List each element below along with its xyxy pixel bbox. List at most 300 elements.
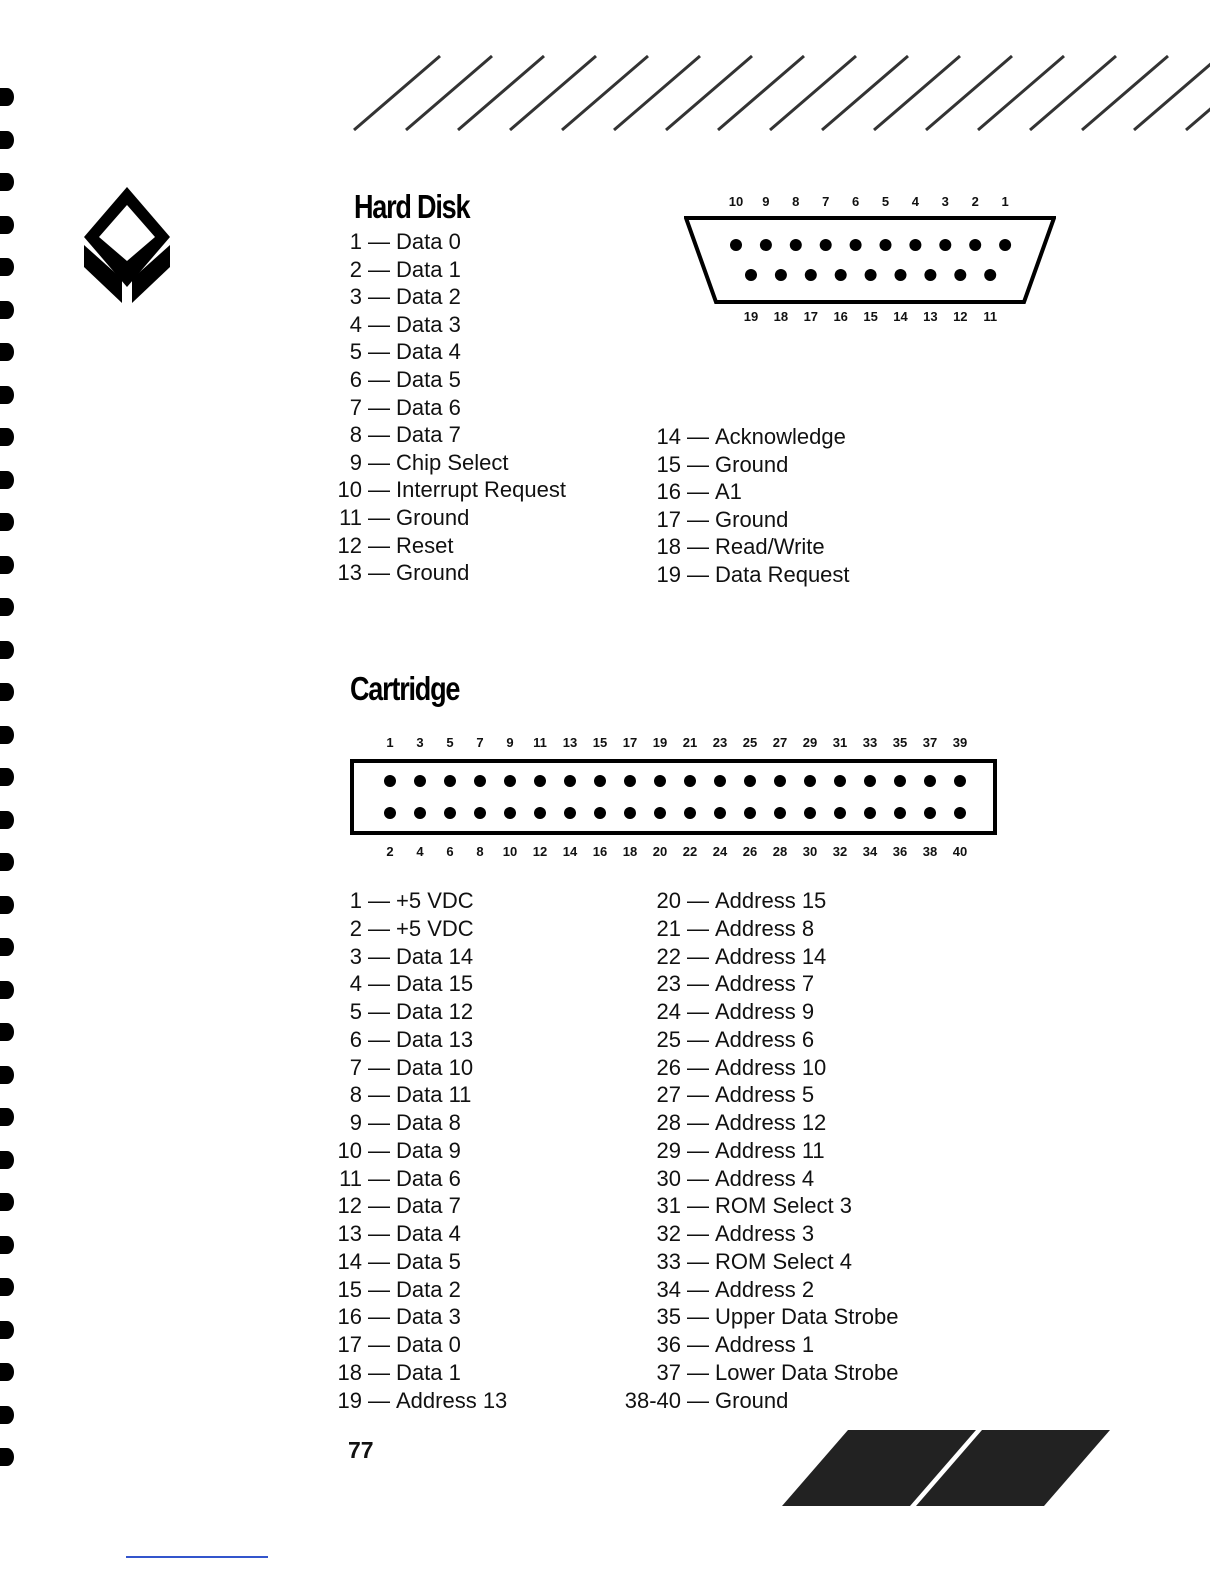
pin-row bbox=[306, 559, 566, 587]
pin-signal: Interrupt Request bbox=[396, 477, 566, 503]
connector-pin-dot bbox=[790, 239, 802, 251]
pin-label: 19 bbox=[743, 309, 759, 324]
pin-number: 8 bbox=[349, 422, 362, 448]
pin-number: 2 bbox=[349, 256, 362, 282]
pin-label: 16 bbox=[592, 844, 608, 859]
pin-label: 40 bbox=[952, 844, 968, 859]
connector-pin-dot bbox=[684, 775, 696, 787]
pin-row bbox=[306, 1137, 507, 1165]
pin-row bbox=[623, 1165, 898, 1193]
connector-pin-dot bbox=[805, 269, 817, 281]
separator-dash: — bbox=[368, 532, 390, 558]
connector-pin-dot bbox=[850, 239, 862, 251]
pin-row bbox=[623, 1109, 898, 1137]
connector-pin-dot bbox=[654, 807, 666, 819]
hard-disk-pins-right bbox=[625, 423, 850, 589]
pin-number: 19 bbox=[656, 561, 681, 587]
pin-signal: +5 VDC bbox=[396, 888, 474, 913]
separator-dash: — bbox=[368, 971, 390, 997]
cartridge-pins-left bbox=[306, 887, 507, 1414]
pin-row bbox=[306, 228, 566, 256]
connector-pin-dot bbox=[909, 239, 921, 251]
pin-signal: Data 10 bbox=[396, 1054, 474, 1080]
separator-dash: — bbox=[368, 1248, 390, 1274]
pin-number: 12 bbox=[337, 532, 362, 558]
separator-dash: — bbox=[687, 1387, 709, 1413]
pin-row bbox=[623, 1220, 898, 1248]
pin-signal: Read/Write bbox=[715, 534, 825, 560]
pin-row bbox=[623, 943, 898, 971]
pin-signal: Data Request bbox=[715, 561, 850, 587]
pin-row bbox=[623, 1387, 898, 1415]
pin-signal: Data 1 bbox=[396, 1359, 461, 1385]
separator-dash: — bbox=[687, 479, 709, 505]
connector-pin-dot bbox=[954, 775, 966, 787]
binding-hole-mark bbox=[0, 1236, 14, 1254]
pin-label: 20 bbox=[652, 844, 668, 859]
connector-pin-dot bbox=[864, 775, 876, 787]
pin-number: 29 bbox=[656, 1137, 681, 1163]
binding-hole-mark bbox=[0, 1066, 14, 1084]
pin-number: 7 bbox=[349, 1054, 362, 1080]
pin-row bbox=[623, 1026, 898, 1054]
pin-row bbox=[306, 1165, 507, 1193]
pin-signal: Address 5 bbox=[715, 1082, 815, 1108]
pin-label: 8 bbox=[792, 194, 800, 209]
connector-pin-dot bbox=[775, 269, 787, 281]
pin-row bbox=[623, 970, 898, 998]
pin-label: 36 bbox=[892, 844, 908, 859]
pin-row bbox=[625, 533, 850, 561]
pin-label: 39 bbox=[952, 735, 968, 750]
pin-signal: Data 12 bbox=[396, 999, 474, 1024]
separator-dash: — bbox=[687, 888, 709, 913]
pin-number: 18 bbox=[337, 1359, 362, 1385]
pin-row bbox=[625, 451, 850, 479]
pin-row bbox=[623, 1276, 898, 1304]
separator-dash: — bbox=[687, 1332, 709, 1357]
pin-label: 3 bbox=[416, 735, 424, 750]
binding-hole-mark bbox=[0, 173, 14, 191]
pin-number: 4 bbox=[349, 311, 362, 337]
pin-label: 15 bbox=[863, 309, 878, 324]
connector-pin-dot bbox=[939, 239, 951, 251]
binding-hole-mark bbox=[0, 1448, 14, 1466]
binding-hole-mark bbox=[0, 641, 14, 659]
pin-number: 15 bbox=[656, 451, 681, 477]
separator-dash: — bbox=[368, 915, 390, 941]
connector-pin-dot bbox=[744, 807, 756, 819]
pin-row bbox=[306, 1220, 507, 1248]
pin-label: 13 bbox=[562, 735, 578, 750]
hard-disk-bottom-pin-numbers bbox=[0, 309, 1224, 329]
pin-row bbox=[306, 1331, 507, 1359]
connector-pin-dot bbox=[534, 775, 546, 787]
pin-signal: Address 7 bbox=[715, 971, 815, 997]
binding-hole-mark bbox=[0, 1363, 14, 1381]
separator-dash: — bbox=[687, 915, 709, 941]
separator-dash: — bbox=[687, 1276, 709, 1302]
binding-hole-mark bbox=[0, 1406, 14, 1424]
binding-hole-mark bbox=[0, 896, 14, 914]
pin-row bbox=[623, 1359, 898, 1387]
pin-signal: Data 15 bbox=[396, 971, 474, 997]
binding-hole-mark bbox=[0, 258, 14, 276]
stripe-line bbox=[354, 56, 440, 130]
pin-label: 19 bbox=[652, 735, 668, 750]
pin-label: 5 bbox=[446, 735, 454, 750]
pin-number: 15 bbox=[337, 1276, 362, 1302]
pin-number: 24 bbox=[656, 999, 681, 1024]
binding-hole-mark bbox=[0, 1278, 14, 1296]
pin-number: 2 bbox=[349, 915, 362, 941]
stripe-line bbox=[562, 56, 648, 130]
pin-row bbox=[623, 915, 898, 943]
pin-signal: Data 7 bbox=[396, 422, 461, 448]
pin-signal: Data 3 bbox=[396, 1304, 461, 1330]
connector-pin-dot bbox=[864, 807, 876, 819]
pin-number: 25 bbox=[656, 1026, 681, 1052]
connector-pin-dot bbox=[924, 775, 936, 787]
pin-number: 32 bbox=[656, 1221, 681, 1246]
bottom-rule bbox=[126, 1556, 268, 1558]
pin-signal: Ground bbox=[715, 506, 789, 532]
pin-label: 9 bbox=[506, 735, 514, 750]
pin-signal: Reset bbox=[396, 532, 454, 558]
pin-number: 20 bbox=[656, 888, 681, 913]
separator-dash: — bbox=[368, 1304, 390, 1330]
connector-pin-dot bbox=[774, 807, 786, 819]
pin-row bbox=[306, 421, 566, 449]
pin-label: 24 bbox=[712, 844, 728, 859]
separator-dash: — bbox=[687, 1193, 709, 1219]
pin-label: 31 bbox=[832, 735, 848, 750]
pin-number: 9 bbox=[349, 449, 362, 475]
page-number: 77 bbox=[348, 1437, 374, 1463]
pin-signal: Address 8 bbox=[715, 915, 815, 941]
pin-row bbox=[623, 1303, 898, 1331]
connector-pin-dot bbox=[865, 269, 877, 281]
pin-label: 4 bbox=[911, 194, 920, 209]
binding-hole-mark bbox=[0, 811, 14, 829]
pin-signal: Address 11 bbox=[715, 1137, 825, 1163]
pin-signal: +5 VDC bbox=[396, 915, 474, 941]
pin-number: 28 bbox=[656, 1110, 681, 1135]
pin-signal: Data 5 bbox=[396, 366, 461, 392]
binding-hole-mark bbox=[0, 598, 14, 616]
separator-dash: — bbox=[368, 229, 390, 254]
pin-row bbox=[306, 1109, 507, 1137]
pin-signal: Data 0 bbox=[396, 1332, 461, 1357]
pin-row bbox=[306, 256, 566, 284]
pin-row bbox=[306, 887, 507, 915]
pin-label: 33 bbox=[862, 735, 878, 750]
pin-signal: Address 1 bbox=[715, 1332, 815, 1357]
pin-number: 14 bbox=[656, 424, 681, 449]
hard-disk-top-pin-numbers bbox=[0, 194, 1224, 214]
connector-pin-dot bbox=[654, 775, 666, 787]
pin-signal: Data 6 bbox=[396, 1165, 461, 1191]
stripe-line bbox=[1082, 56, 1168, 130]
cartridge-bottom-pin-numbers bbox=[0, 844, 1224, 864]
connector-pin-dot bbox=[804, 807, 816, 819]
pin-number: 13 bbox=[337, 560, 362, 586]
pin-number: 4 bbox=[349, 971, 362, 997]
pin-signal: Data 8 bbox=[396, 1110, 461, 1135]
pin-row bbox=[623, 1054, 898, 1082]
connector-pin-dot bbox=[835, 269, 847, 281]
pin-label: 13 bbox=[923, 309, 938, 324]
pin-label: 22 bbox=[682, 844, 698, 859]
pin-number: 1 bbox=[349, 888, 362, 913]
pin-number: 10 bbox=[337, 477, 362, 503]
pin-signal: Ground bbox=[396, 504, 470, 530]
pin-label: 5 bbox=[881, 194, 890, 209]
binding-hole-mark bbox=[0, 556, 14, 574]
separator-dash: — bbox=[368, 422, 390, 448]
pin-number: 3 bbox=[349, 943, 362, 969]
pin-number: 37 bbox=[656, 1359, 681, 1385]
stripe-line bbox=[666, 56, 752, 130]
binding-hole-mark bbox=[0, 768, 14, 786]
separator-dash: — bbox=[687, 1165, 709, 1191]
pin-row bbox=[306, 1081, 507, 1109]
pin-signal: Data 9 bbox=[396, 1137, 461, 1163]
connector-pin-dot bbox=[444, 807, 456, 819]
pin-label: 35 bbox=[892, 735, 908, 750]
pin-label: 7 bbox=[822, 194, 830, 209]
connector-pin-dot bbox=[564, 775, 576, 787]
pin-signal: Acknowledge bbox=[715, 424, 846, 449]
pin-number: 16 bbox=[656, 479, 681, 505]
pin-number: 10 bbox=[337, 1137, 362, 1163]
stripe-line bbox=[926, 56, 1012, 130]
pin-number: 34 bbox=[656, 1276, 681, 1302]
separator-dash: — bbox=[687, 1026, 709, 1052]
pin-label: 30 bbox=[802, 844, 818, 859]
connector-pin-dot bbox=[894, 775, 906, 787]
pin-row bbox=[306, 943, 507, 971]
pin-number: 8 bbox=[349, 1082, 362, 1108]
pin-label: 11 bbox=[983, 309, 998, 324]
binding-hole-mark bbox=[0, 1151, 14, 1169]
pin-signal: Address 6 bbox=[715, 1026, 815, 1052]
pin-signal: ROM Select 4 bbox=[715, 1248, 852, 1274]
pin-row bbox=[306, 1026, 507, 1054]
connector-pin-dot bbox=[534, 807, 546, 819]
pin-row bbox=[306, 283, 566, 311]
pin-row bbox=[623, 1192, 898, 1220]
pin-signal: Data 14 bbox=[396, 943, 474, 969]
connector-pin-dot bbox=[714, 807, 726, 819]
cartridge-heading: Cartridge bbox=[350, 670, 460, 707]
stripe-line bbox=[458, 56, 544, 130]
separator-dash: — bbox=[368, 366, 390, 392]
connector-pin-dot bbox=[984, 269, 996, 281]
connector-pin-dot bbox=[894, 807, 906, 819]
separator-dash: — bbox=[368, 1137, 390, 1163]
separator-dash: — bbox=[368, 1026, 390, 1052]
pin-number: 33 bbox=[656, 1248, 681, 1274]
connector-pin-dot bbox=[414, 775, 426, 787]
pin-label: 17 bbox=[622, 735, 638, 750]
binding-hole-mark bbox=[0, 1321, 14, 1339]
connector-pin-dot bbox=[745, 269, 757, 281]
separator-dash: — bbox=[687, 971, 709, 997]
separator-dash: — bbox=[368, 1193, 390, 1219]
pin-row bbox=[306, 1192, 507, 1220]
pin-signal: Data 13 bbox=[396, 1026, 474, 1052]
pin-label: 6 bbox=[446, 844, 454, 859]
pin-signal: Data 5 bbox=[396, 1248, 461, 1274]
pin-signal: Data 2 bbox=[396, 1276, 461, 1302]
connector-pin-dot bbox=[730, 239, 742, 251]
pin-number: 27 bbox=[656, 1082, 681, 1108]
stripe-line bbox=[770, 56, 856, 130]
pin-label: 29 bbox=[802, 735, 818, 750]
pin-row bbox=[306, 504, 566, 532]
pin-row bbox=[306, 970, 507, 998]
separator-dash: — bbox=[368, 477, 390, 503]
pin-label: 38 bbox=[922, 844, 938, 859]
connector-pin-dot bbox=[804, 775, 816, 787]
pin-number: 6 bbox=[349, 1026, 362, 1052]
stripe-line bbox=[614, 56, 700, 130]
cartridge-pins-right bbox=[623, 887, 898, 1414]
stripe-line bbox=[822, 56, 908, 130]
pin-signal: Ground bbox=[715, 451, 789, 477]
separator-dash: — bbox=[687, 1082, 709, 1108]
pin-row bbox=[623, 887, 898, 915]
pin-label: 1 bbox=[1001, 194, 1009, 209]
separator-dash: — bbox=[368, 1221, 390, 1246]
pin-signal: Address 9 bbox=[715, 999, 815, 1024]
pin-number: 3 bbox=[349, 284, 362, 310]
pin-label: 2 bbox=[971, 194, 979, 209]
pin-signal: Data 4 bbox=[396, 1221, 461, 1246]
pin-label: 9 bbox=[762, 194, 770, 209]
pin-signal: Data 0 bbox=[396, 229, 461, 254]
connector-pin-dot bbox=[684, 807, 696, 819]
binding-hole-mark bbox=[0, 471, 14, 489]
separator-dash: — bbox=[368, 1054, 390, 1080]
binding-hole-mark bbox=[0, 1023, 14, 1041]
pin-number: 38-40 bbox=[624, 1387, 681, 1413]
pin-number: 17 bbox=[337, 1332, 362, 1357]
separator-dash: — bbox=[687, 1137, 709, 1163]
pin-row bbox=[306, 915, 507, 943]
separator-dash: — bbox=[368, 1110, 390, 1135]
pin-label: 32 bbox=[832, 844, 848, 859]
pin-number: 21 bbox=[656, 915, 681, 941]
pin-number: 11 bbox=[339, 504, 362, 530]
pin-row bbox=[306, 1276, 507, 1304]
pin-label: 34 bbox=[862, 844, 878, 859]
binding-hole-mark bbox=[0, 131, 14, 149]
pin-label: 12 bbox=[532, 844, 548, 859]
stripe-line bbox=[406, 56, 492, 130]
footer-stripes-icon bbox=[780, 1426, 1112, 1510]
binding-hole-mark bbox=[0, 1108, 14, 1126]
pin-signal: Data 2 bbox=[396, 284, 461, 310]
binding-hole-mark bbox=[0, 513, 14, 531]
pin-signal: Data 11 bbox=[396, 1082, 472, 1108]
pin-row bbox=[306, 532, 566, 560]
connector-pin-dot bbox=[880, 239, 892, 251]
connector-pin-dot bbox=[564, 807, 576, 819]
connector-pin-dot bbox=[924, 269, 936, 281]
connector-pin-dot bbox=[954, 807, 966, 819]
pin-number: 13 bbox=[337, 1221, 362, 1246]
pin-row bbox=[625, 506, 850, 534]
separator-dash: — bbox=[368, 339, 390, 365]
pin-row bbox=[625, 478, 850, 506]
stripe-line bbox=[718, 56, 804, 130]
connector-pin-dot bbox=[474, 807, 486, 819]
separator-dash: — bbox=[368, 1332, 390, 1357]
separator-dash: — bbox=[687, 534, 709, 560]
pin-label: 12 bbox=[953, 309, 968, 324]
connector-pin-dot bbox=[999, 239, 1011, 251]
connector-pin-dot bbox=[624, 775, 636, 787]
connector-pin-dot bbox=[714, 775, 726, 787]
pin-label: 28 bbox=[772, 844, 788, 859]
pin-label: 2 bbox=[386, 844, 394, 859]
pin-row bbox=[625, 561, 850, 589]
connector-pin-dot bbox=[384, 807, 396, 819]
separator-dash: — bbox=[687, 1304, 709, 1330]
pin-label: 15 bbox=[592, 735, 608, 750]
connector-pin-dot bbox=[834, 807, 846, 819]
connector-pin-dot bbox=[594, 775, 606, 787]
pin-row bbox=[306, 1248, 507, 1276]
pin-number: 30 bbox=[656, 1165, 681, 1191]
connector-pin-dot bbox=[774, 775, 786, 787]
hard-disk-pins-left bbox=[306, 228, 566, 587]
pin-label: 10 bbox=[728, 194, 744, 209]
separator-dash: — bbox=[687, 1359, 709, 1385]
separator-dash: — bbox=[687, 506, 709, 532]
pin-signal: A1 bbox=[715, 479, 742, 505]
separator-dash: — bbox=[687, 1110, 709, 1135]
separator-dash: — bbox=[687, 1248, 709, 1274]
binding-hole-mark bbox=[0, 386, 14, 404]
pin-signal: Ground bbox=[396, 560, 470, 586]
separator-dash: — bbox=[368, 504, 390, 530]
connector-pin-dot bbox=[384, 775, 396, 787]
pin-label: 14 bbox=[893, 309, 908, 324]
binding-hole-mark bbox=[0, 428, 14, 446]
diagonal-stripes-banner bbox=[340, 50, 1210, 140]
connector-pin-dot bbox=[969, 239, 981, 251]
connector-pin-dot bbox=[504, 775, 516, 787]
separator-dash: — bbox=[368, 1359, 390, 1385]
separator-dash: — bbox=[687, 424, 709, 449]
pin-label: 8 bbox=[476, 844, 484, 859]
pin-label: 11 bbox=[533, 735, 547, 750]
pin-label: 26 bbox=[742, 844, 758, 859]
separator-dash: — bbox=[368, 311, 390, 337]
pin-label: 17 bbox=[803, 309, 819, 324]
connector-pin-dot bbox=[834, 775, 846, 787]
pin-number: 35 bbox=[656, 1304, 681, 1330]
pin-row bbox=[306, 476, 566, 504]
separator-dash: — bbox=[687, 943, 709, 969]
pin-number: 23 bbox=[656, 971, 681, 997]
pin-label: 37 bbox=[922, 735, 938, 750]
pin-label: 27 bbox=[772, 735, 788, 750]
separator-dash: — bbox=[368, 999, 390, 1024]
